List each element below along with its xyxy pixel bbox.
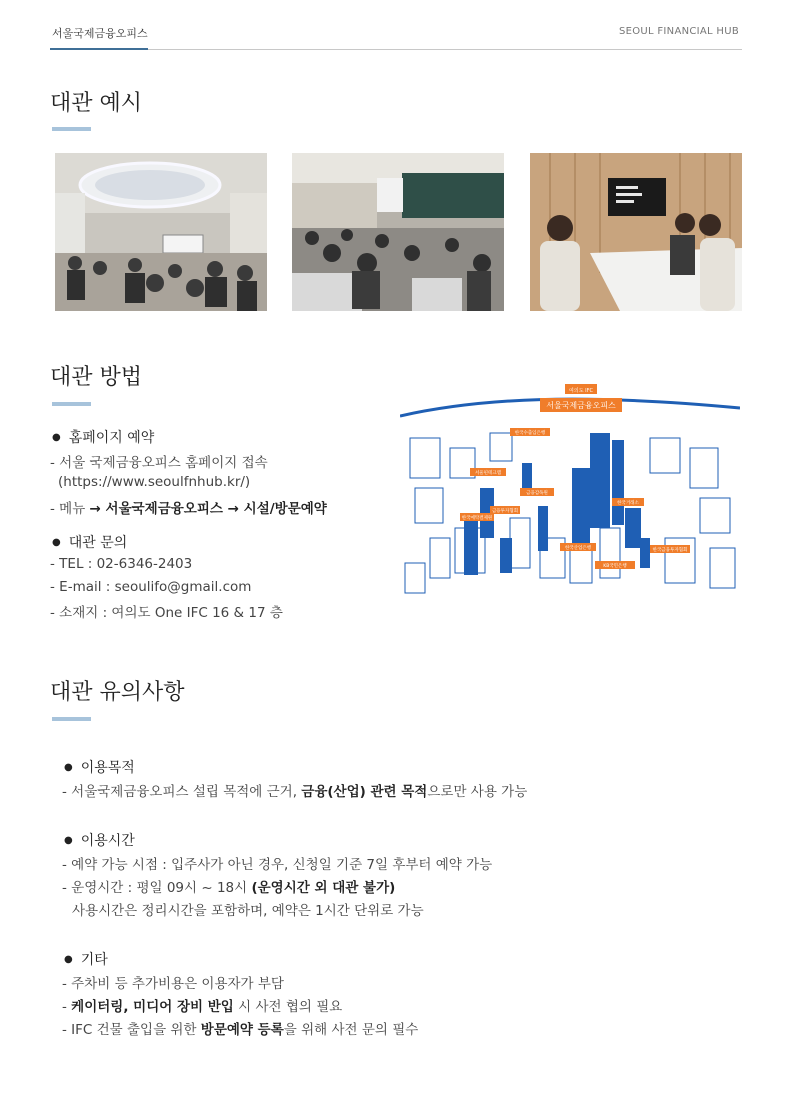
- etc-line-2: [62, 995, 342, 1015]
- etc-line-3: [62, 1018, 418, 1038]
- section-accent-bar: [52, 402, 91, 406]
- etc-line-2-prefix: -: [62, 999, 72, 1015]
- section-title-method: 대관 방법: [50, 365, 143, 390]
- homepage-line-1: - 서울 국제금융오피스 홈페이지 접속: [50, 455, 268, 471]
- bullet-dot-icon: ●: [64, 954, 73, 965]
- map-label-3: 한국거래소: [617, 501, 639, 506]
- map-label-1: 서울핀테크랩: [474, 471, 502, 476]
- etc-line-3-strong: 방문예약 등록: [200, 1022, 284, 1038]
- bullet-hours: [64, 830, 135, 850]
- map-label-0: 한국수출입은행: [514, 431, 546, 436]
- header-brand: SEOUL FINANCIAL HUB: [618, 26, 739, 37]
- section-title-examples: 대관 예시: [50, 91, 143, 116]
- map-top-label: 여의도 IFC: [569, 388, 593, 394]
- hours-heading: 이용시간: [80, 833, 135, 849]
- purpose-heading: 이용목적: [80, 760, 135, 776]
- bullet-purpose: [64, 757, 135, 777]
- map-label-7: 한국금융투자협회: [652, 548, 688, 553]
- inquiry-heading: 대관 문의: [68, 535, 128, 551]
- bullet-inquiry: [52, 532, 127, 552]
- map-label-4: 한국예탁결제원: [461, 516, 493, 521]
- section-accent-bar: [52, 127, 91, 131]
- bullet-dot-icon: ●: [52, 432, 61, 443]
- header-accent-bar: [50, 48, 148, 50]
- inquiry-email[interactable]: - E-mail : seoulifo@gmail.com: [50, 579, 252, 595]
- homepage-url[interactable]: (https://www.seoulfnhub.kr/): [58, 474, 251, 490]
- header-org-name: 서울국제금융오피스: [52, 27, 148, 40]
- purpose-strong: 금융(산업) 관련 목적: [301, 784, 428, 800]
- map-label-8: KB국민은행: [603, 564, 627, 569]
- location-map-illustration: [400, 378, 740, 596]
- header-divider: [50, 49, 742, 50]
- bullet-homepage: [52, 427, 154, 447]
- etc-line-3-suffix: 을 위해 사전 문의 필수: [283, 1022, 419, 1038]
- menu-path-prefix: - 메뉴: [50, 501, 90, 517]
- map-main-label: 서울국제금융오피스: [546, 401, 616, 410]
- menu-path-reservation: 시설/방문예약: [238, 501, 327, 517]
- purpose-suffix: 으로만 사용 가능: [427, 784, 528, 800]
- arrow-icon: →: [89, 501, 101, 517]
- etc-line-2-suffix: 시 사전 협의 필요: [233, 999, 343, 1015]
- section-accent-bar: [52, 717, 91, 721]
- section-title-notes: 대관 유의사항: [50, 680, 185, 705]
- hours-line-3: 사용시간은 정리시간을 포함하며, 예약은 1시간 단위로 가능: [72, 903, 424, 919]
- inquiry-tel[interactable]: - TEL : 02-6346-2403: [50, 556, 193, 572]
- example-photo-meeting-room: [530, 153, 742, 311]
- arrow-icon: →: [227, 501, 239, 517]
- bullet-dot-icon: ●: [64, 835, 73, 846]
- bullet-dot-icon: ●: [52, 537, 61, 548]
- map-label-5: 금융투자협회: [491, 509, 519, 514]
- example-photo-seminar-hall: [55, 153, 267, 311]
- hours-line-2: [62, 876, 395, 896]
- purpose-line: [62, 780, 527, 800]
- homepage-menu-path: [50, 497, 327, 517]
- map-label-6: 한국산업은행: [564, 546, 592, 551]
- homepage-heading: 홈페이지 예약: [68, 430, 155, 446]
- bullet-etc: [64, 949, 108, 969]
- etc-line-1: - 주차비 등 추가비용은 이용자가 부담: [62, 976, 284, 992]
- map-label-2: 금융감독원: [526, 491, 548, 496]
- bullet-dot-icon: ●: [64, 762, 73, 773]
- purpose-prefix: - 서울국제금융오피스 설립 목적에 근거,: [62, 784, 302, 800]
- etc-line-2-strong: 케이터링, 미디어 장비 반입: [71, 999, 234, 1015]
- etc-heading: 기타: [80, 952, 108, 968]
- hours-line-1: - 예약 가능 시점 : 입주사가 아닌 경우, 신청일 기준 7일 후부터 예약 가능: [62, 857, 493, 873]
- inquiry-address: - 소재지 : 여의도 One IFC 16 & 17 층: [50, 605, 283, 621]
- etc-line-3-prefix: - IFC 건물 출입을 위한: [62, 1022, 201, 1038]
- example-photo-lecture-room: [292, 153, 504, 311]
- hours-line-2-strong: (운영시간 외 대관 불가): [251, 880, 396, 896]
- hours-line-2-prefix: - 운영시간 : 평일 09시 ~ 18시: [62, 880, 252, 896]
- menu-path-office: 서울국제금융오피스: [100, 501, 228, 517]
